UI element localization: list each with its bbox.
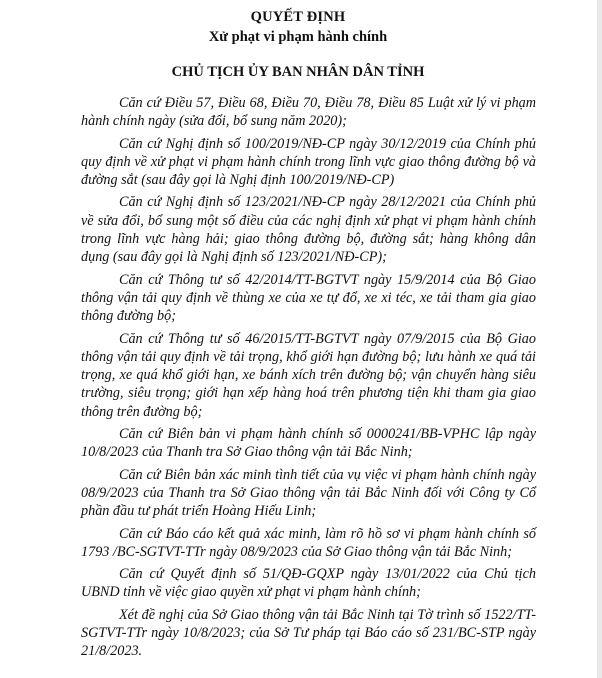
- legal-basis-list: [81, 94, 536, 665]
- legal-basis-paragraph: Căn cứ Thông tư số 46/2015/TT-BGTVT ngày 07/9/2015 của Bộ Giao thông vận tải quy định về tải trọng, khổ giới hạn đường bộ; lưu hành xe quá tải trọng, xe quá khổ giới hạn, xe bánh xích trên đường bộ; vận chuyển hàng siêu trường, siêu trọng; giới hạn xếp hàng hoá trên phương tiện khi tham gia giao thông trên đường bộ;: [81, 330, 536, 420]
- legal-basis-paragraph: Căn cứ Điều 57, Điều 68, Điều 70, Điều 78, Điều 85 Luật xử lý vi phạm hành chính ngày (sửa đổi, bổ sung năm 2020);: [81, 95, 536, 130]
- legal-basis-paragraph: Căn cứ Thông tư số 42/2014/TT-BGTVT ngày 15/9/2014 của Bộ Giao thông vận tải quy định về thùng xe của xe tự đổ, xe xi téc, xe tải tham gia giao thông đường bộ;: [81, 271, 536, 325]
- page-edge: [597, 0, 602, 678]
- document-title: QUYẾT ĐỊNH: [250, 9, 346, 25]
- legal-basis-paragraph: Xét đề nghị của Sở Giao thông vận tải Bắc Ninh tại Tờ trình số 1522/TT-SGTVT-TTr ngày 10/8/2023; của Sở Tư pháp tại Báo cáo số 231/BC-STP ngày 21/8/2023.: [81, 606, 536, 660]
- legal-basis-paragraph: Căn cứ Biên bản xác minh tình tiết của vụ việc vi phạm hành chính ngày 08/9/2023 của Thanh tra Sở Giao thông vận tải Bắc Ninh đối với Công ty Cổ phần đầu tư phát triển Hoàng Hiếu Linh;: [81, 466, 536, 520]
- document-subtitle-text: Xử phạt vi phạm hành chính: [208, 29, 388, 45]
- legal-basis-paragraph: Căn cứ Nghị định số 100/2019/NĐ-CP ngày 30/12/2019 của Chính phủ quy định về xử phạt vi phạm hành chính trong lĩnh vực giao thông đường bộ và đường sắt (sau đây gọi là Nghị định 100/2019/NĐ-CP): [81, 135, 536, 189]
- legal-basis-paragraph: Căn cứ Biên bản vi phạm hành chính số 0000241/BB-VPHC lập ngày 10/8/2023 của Thanh tra Sở Giao thông vận tải Bắc Ninh;: [81, 426, 536, 461]
- document-subtitle: [0, 29, 596, 46]
- legal-basis-paragraph: Căn cứ Nghị định số 123/2021/NĐ-CP ngày 28/12/2021 của Chính phủ về sửa đổi, bổ sung một số điều của các nghị định xử phạt vi phạm hành chính trong lĩnh vực hàng hải; giao thông đường bộ, đường sắt; hàng không dân dụng (sau đây gọi là Nghị định số 123/2021/NĐ-CP);: [81, 194, 536, 266]
- legal-basis-paragraph: Căn cứ Báo cáo kết quả xác minh, làm rõ hồ sơ vi phạm hành chính số 1793 /BC-SGTVT-TTr ngày 08/9/2023 của Sở Giao thông vận tải Bắc Ninh;: [81, 525, 536, 560]
- issuer-heading: CHỦ TỊCH ỦY BAN NHÂN DÂN TỈNH: [171, 64, 425, 80]
- legal-basis-paragraph: Căn cứ Quyết định số 51/QĐ-GQXP ngày 13/01/2022 của Chủ tịch UBND tỉnh về việc giao quyền xử phạt vi phạm hành chính;: [81, 566, 536, 601]
